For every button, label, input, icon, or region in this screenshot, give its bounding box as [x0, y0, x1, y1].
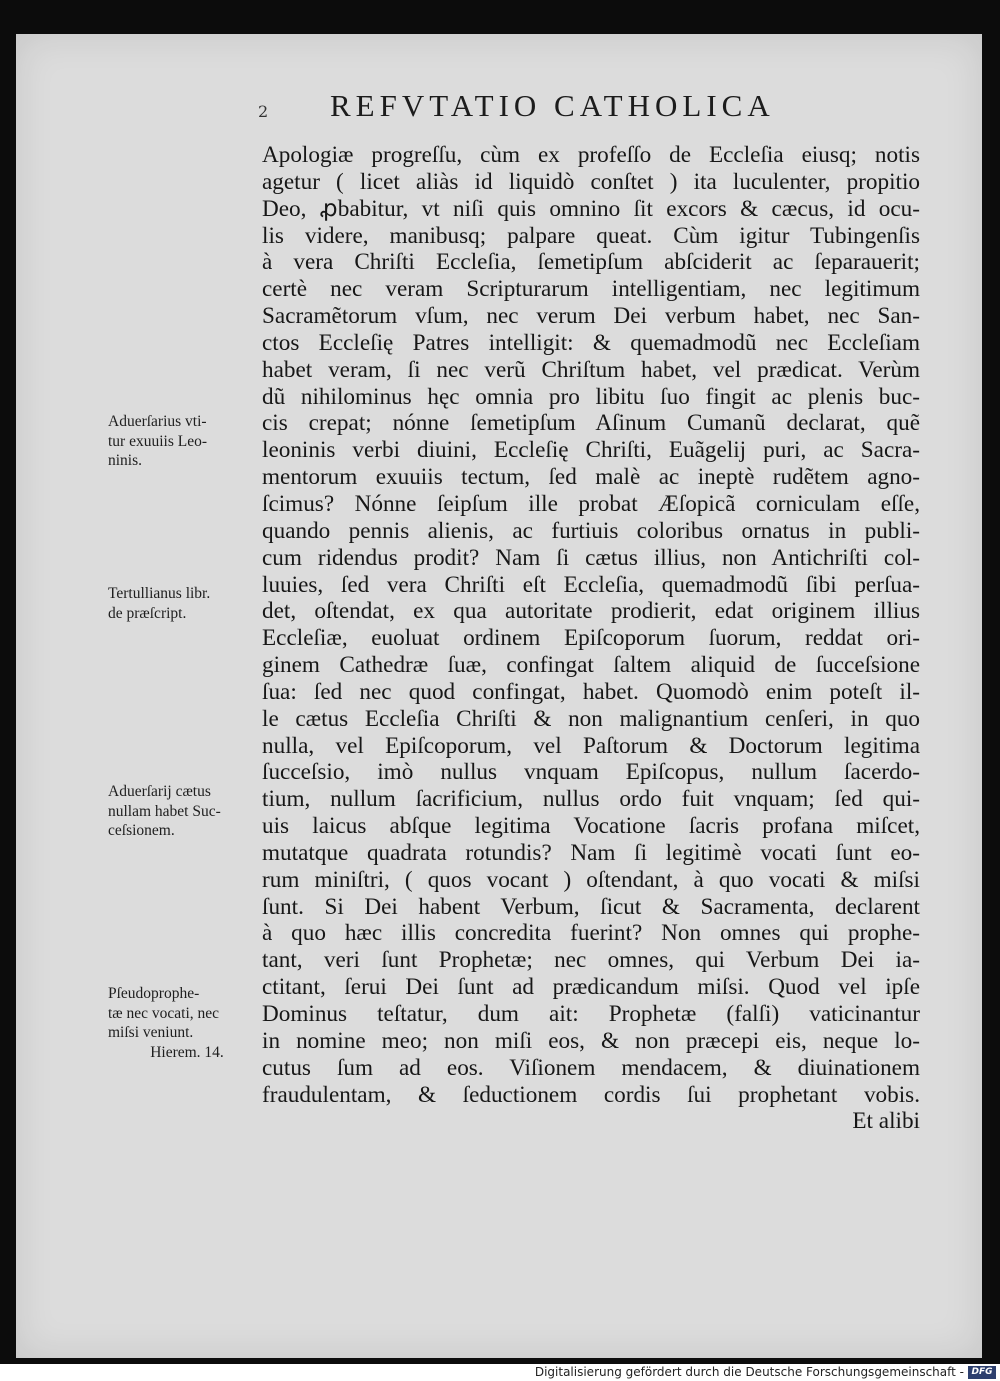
footer-bar	[0, 1364, 1000, 1381]
text-line: à vera Chriſti Eccleſia, ſemetipſum abſciderit ac ſeparauerit;	[262, 249, 920, 276]
text-line: Sacramẽtorum vſum, nec verum Dei verbum habet, nec San-	[262, 303, 920, 330]
catchword: Et alibi	[852, 1108, 920, 1135]
text-line: cutus ſum ad eos. Viſionem mendacem, & diuinationem	[262, 1054, 920, 1081]
text-line: certè nec veram Scripturarum intelligentiam, nec legitimum	[262, 276, 920, 303]
text-line: det, oſtendat, ex qua autoritate prodierit, edat originem illius	[262, 598, 920, 625]
marginal-note-line: Aduerſarius vti-	[108, 413, 207, 430]
marginal-note-line: miſsi veniunt.	[108, 1024, 194, 1041]
marginal-note-line: nullam habet Suc-	[108, 802, 221, 820]
text-line: rum miniſtri, ( quos vocant ) oſtendant, à quo vocati & miſsi	[262, 866, 920, 893]
marginal-note-false-prophets	[108, 984, 266, 1062]
dfg-logo: DFG	[968, 1366, 996, 1379]
marginal-note-succession	[108, 782, 266, 841]
marginal-note-line: de præſcript.	[108, 604, 187, 622]
page-number: 2	[258, 102, 269, 121]
text-line: nulla, vel Epiſcoporum, vel Paſtorum & Doctorum legitima	[262, 732, 920, 759]
text-line: ctitant, ſerui Dei ſunt ad prædicandum miſsi. Quod vel ipſe	[262, 974, 920, 1001]
marginal-note-spoils	[108, 412, 266, 471]
running-head: REFVTATIO CATHOLICA	[330, 88, 775, 123]
text-line: dũ nihilominus hęc omnia pro libitu ſuo fingit ac plenis buc-	[262, 383, 920, 410]
text-line: cum ridendus prodit? Nam ſi cætus illius, non Antichriſti col-	[262, 544, 920, 571]
marginal-note-tertullian	[108, 584, 266, 623]
funding-notice: Digitalisierung gefördert durch die Deutsche Forschungsgemeinschaft -	[534, 1365, 964, 1379]
text-line: fraudulentam, & ſeductionem cordis ſui prophetant vobis.	[262, 1081, 920, 1108]
text-line: ſua: ſed nec quod confingat, habet. Quomodò enim poteſt il-	[262, 678, 920, 705]
text-line: in nomine meo; non miſi eos, & non præcepi eis, neque lo-	[262, 1027, 920, 1054]
marginal-note-line: ninis.	[108, 452, 143, 469]
body-text	[262, 142, 920, 1135]
text-line: ſcimus? Nónne ſeipſum ille probat Æſopicã corniculam eſſe,	[262, 490, 920, 517]
text-line: luuies, ſed vera Chriſti eſt Eccleſia, quemadmodũ ſibi perſua-	[262, 571, 920, 598]
text-line: agetur ( licet aliàs id liquidò conſtet ) ita luculenter, propitio	[262, 168, 920, 195]
text-line: uis laicus abſque legitima Vocatione ſacris profana miſcet,	[262, 813, 920, 840]
text-line: cis crepat; nónne ſemetipſum Aſinum Cumanũ declarat, quẽ	[262, 410, 920, 437]
marginal-note-line: tur exuuiis Leo-	[108, 432, 208, 450]
marginal-note-line: Hierem. 14.	[150, 1043, 224, 1061]
text-line: à quo hæc illis concredita fuerint? Non omnes qui prophe-	[262, 920, 920, 947]
text-line: quando pennis alienis, ac furtiuis coloribus ornatus in publi-	[262, 517, 920, 544]
text-line: Deo, ꝓbabitur, vt niſi quis omnino ſit excors & cæcus, id ocu-	[262, 195, 920, 222]
text-line: Apologiæ progreſſu, cùm ex profeſſo de Eccleſia eiusq; notis	[262, 142, 920, 168]
text-line: tium, nullum ſacrificium, nullus ordo fuit vnquam; ſed qui-	[262, 786, 920, 813]
text-line: Eccleſiæ, euoluat ordinem Epiſcoporum ſuorum, reddat ori-	[262, 625, 920, 652]
text-line: ſucceſsio, imò nullus vnquam Epiſcopus, nullum ſacerdo-	[262, 759, 920, 786]
text-line: tant, veri ſunt Prophetæ; nec omnes, qui Verbum Dei ia-	[262, 947, 920, 974]
text-line: Dominus teſtatur, dum ait: Prophetæ (falſi) vaticinantur	[262, 1001, 920, 1027]
marginal-note-line: Tertullianus libr.	[108, 585, 211, 602]
text-line: le cætus Eccleſia Chriſti & non malignantium cenſeri, in quo	[262, 705, 920, 732]
text-line: leoninis verbi diuini, Eccleſię Chriſti, Euãgelij puri, ac Sacra-	[262, 437, 920, 464]
text-line: ſunt. Si Dei habent Verbum, ſicut & Sacramenta, declarent	[262, 893, 920, 920]
marginal-note-line: tæ nec vocati, nec	[108, 1004, 220, 1022]
text-line: ctos Eccleſię Patres intelligit: & quemadmodũ nec Eccleſiam	[262, 329, 920, 356]
marginal-note-line: ceſsionem.	[108, 822, 175, 839]
marginal-note-line: Aduerſarij cætus	[108, 783, 211, 800]
text-line: mentorum exuuiis tectum, ſed malè ac ineptè rudẽtem agno-	[262, 464, 920, 491]
marginal-note-line: Pſeudoprophe-	[108, 985, 200, 1002]
text-line: habet veram, ſi nec verũ Chriſtum habet, vel prædicat. Verùm	[262, 356, 920, 383]
text-line: mutatque quadrata rotundis? Nam ſi legitimè vocati ſunt eo-	[262, 839, 920, 866]
text-line: ginem Cathedræ ſuæ, confingat ſaltem aliquid de ſucceſsione	[262, 652, 920, 679]
text-line: lis videre, manibusq; palpare queat. Cùm igitur Tubingenſis	[262, 222, 920, 249]
